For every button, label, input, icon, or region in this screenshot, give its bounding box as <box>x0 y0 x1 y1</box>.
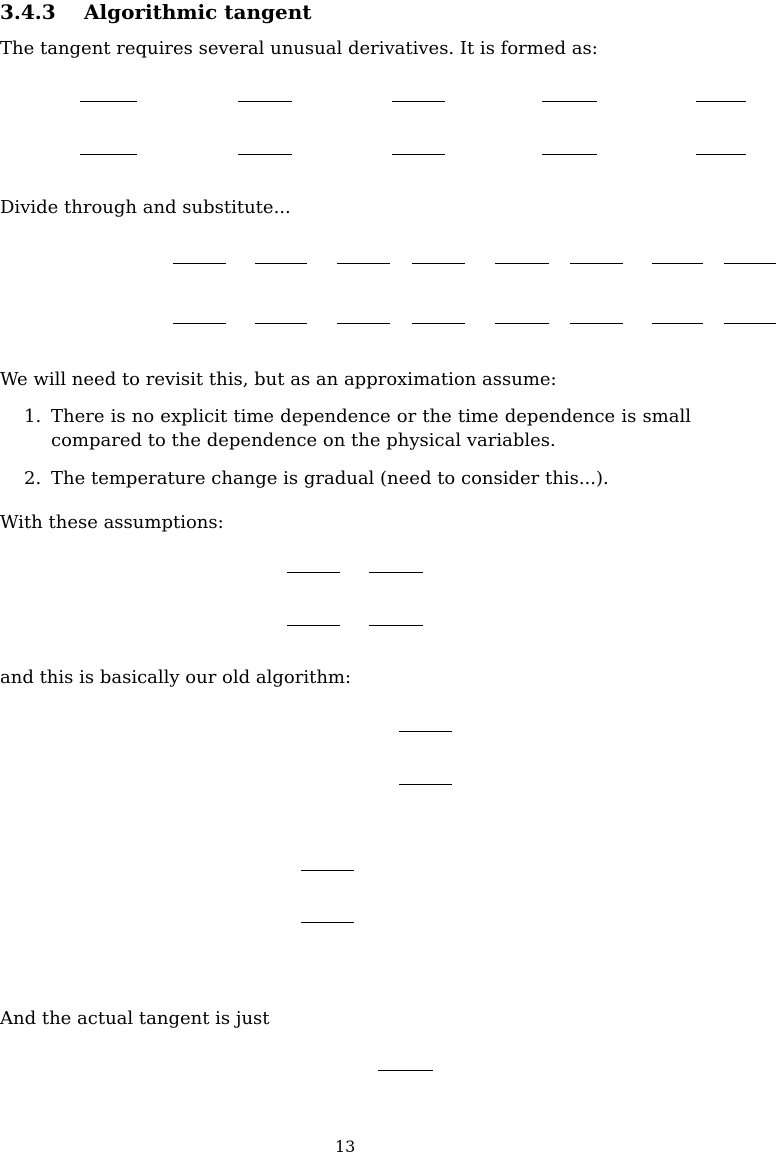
fraction-bar <box>542 154 597 155</box>
fraction-bar <box>369 572 423 573</box>
fraction-bar <box>337 263 390 264</box>
assumption-list <box>24 405 691 491</box>
section-heading <box>0 0 311 24</box>
revisit-paragraph: We will need to revisit this, but as an approximation assume: <box>0 369 557 390</box>
fraction-bar <box>238 101 292 102</box>
fraction-bar <box>287 572 340 573</box>
intro-paragraph: The tangent requires several unusual derivatives. It is formed as: <box>0 38 598 59</box>
fraction-bar <box>173 323 226 324</box>
fraction-bar <box>412 323 465 324</box>
fraction-bar <box>652 323 703 324</box>
page-number: 13 <box>335 1137 356 1156</box>
fraction-bar <box>696 101 746 102</box>
fraction-bar <box>724 323 776 324</box>
fraction-bar <box>542 101 597 102</box>
fraction-bar <box>337 323 390 324</box>
with-assumptions-paragraph: With these assumptions: <box>0 512 224 533</box>
fraction-bar <box>301 922 354 923</box>
section-title: Algorithmic tangent <box>84 0 312 24</box>
old-algorithm-paragraph: and this is basically our old algorithm: <box>0 667 352 688</box>
fraction-bar <box>495 323 549 324</box>
fraction-bar <box>173 263 226 264</box>
divide-paragraph: Divide through and substitute... <box>0 197 291 218</box>
fraction-bar <box>570 263 623 264</box>
list-item-number: 1. <box>24 406 42 427</box>
fraction-bar <box>652 263 703 264</box>
fraction-bar <box>255 323 307 324</box>
actual-tangent-paragraph: And the actual tangent is just <box>0 1008 270 1029</box>
fraction-bar <box>392 101 445 102</box>
list-item-text: The temperature change is gradual (need to consider this...). <box>51 468 609 489</box>
fraction-bar <box>238 154 292 155</box>
fraction-bar <box>255 263 307 264</box>
fraction-bar <box>412 263 465 264</box>
section-number: 3.4.3 <box>0 0 56 24</box>
fraction-bar <box>399 784 452 785</box>
list-item-text: There is no explicit time dependence or the time dependence is small compared to the dependence on the physical variables. <box>51 406 691 451</box>
list-item <box>24 405 691 453</box>
list-item-number: 2. <box>24 468 42 489</box>
fraction-bar <box>369 625 423 626</box>
fraction-bar <box>570 323 623 324</box>
fraction-bar <box>287 625 340 626</box>
fraction-bar <box>378 1070 433 1071</box>
fraction-bar <box>80 101 137 102</box>
fraction-bar <box>724 263 776 264</box>
fraction-bar <box>495 263 549 264</box>
list-item <box>24 467 691 491</box>
fraction-bar <box>399 731 452 732</box>
fraction-bar <box>696 154 746 155</box>
fraction-bar <box>392 154 445 155</box>
fraction-bar <box>80 154 137 155</box>
fraction-bar <box>301 870 354 871</box>
